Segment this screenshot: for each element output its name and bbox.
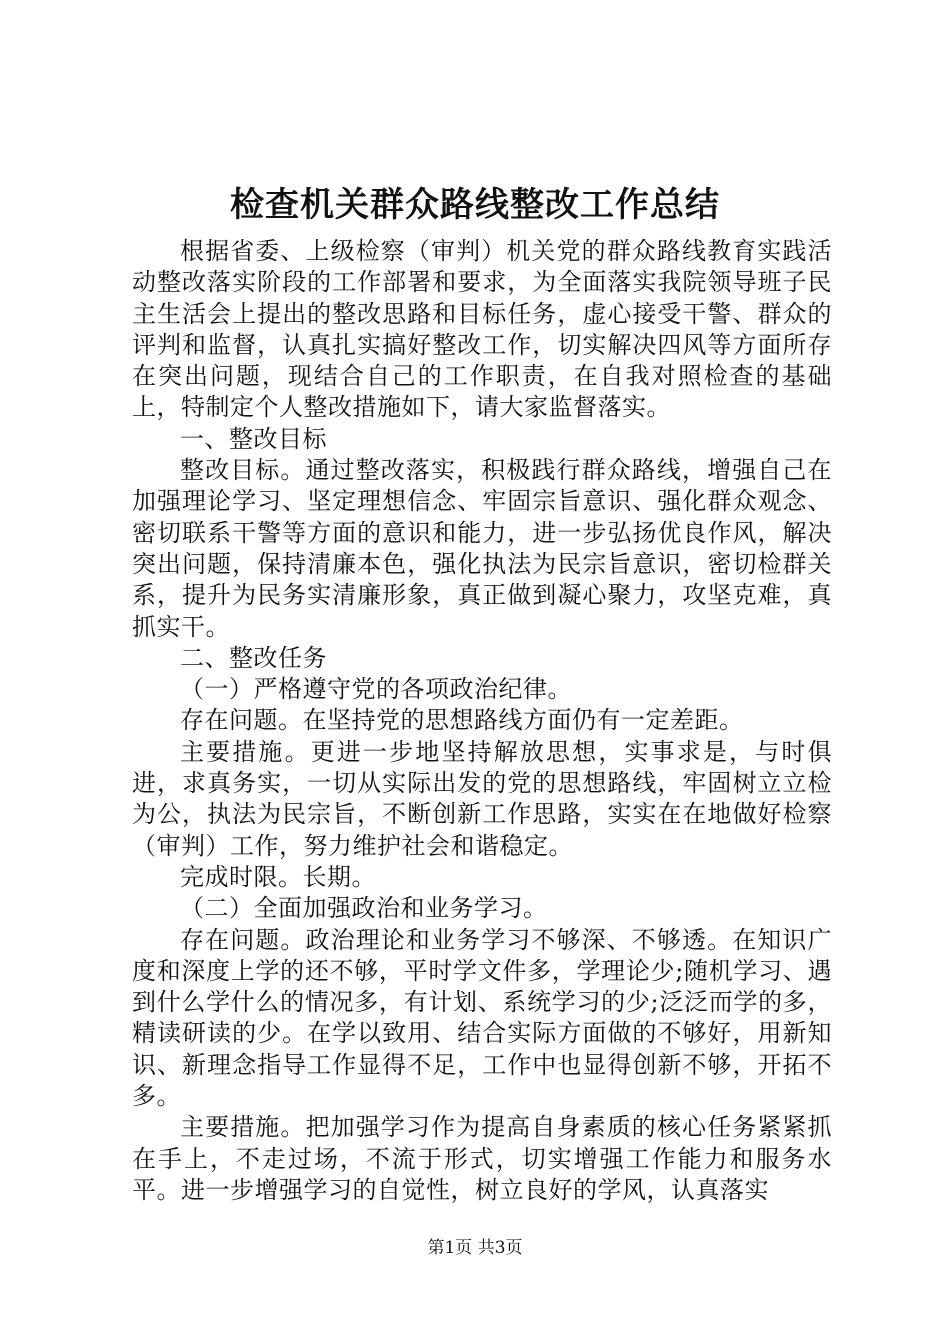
section-heading-tasks: 二、整改任务: [180, 643, 327, 672]
paragraph-deadline-1: 完成时限。长期。: [180, 862, 376, 891]
subsection-heading-study: （二）全面加强政治和业务学习。: [180, 894, 548, 923]
paragraph-measures-2: 主要措施。把加强学习作为提高自身素质的核心任务紧紧抓在手上，不走过场，不流于形式，切实增强工作能力和服务水平。进一步增强学习的自觉性，树立良好的学风，认真落实: [132, 1113, 832, 1204]
subsection-heading-discipline: （一）严格遵守党的各项政治纪律。: [180, 675, 572, 704]
paragraph-goals: 整改目标。通过整改落实，积极践行群众路线，增强自己在加强理论学习、坚定理想信念、牢固宗旨意识、强化群众观念、密切联系干警等方面的意识和能力，进一步弘扬优良作风，解决突出问题，保持清廉本色，强化执法为民宗旨意识，密切检群关系，提升为民务实清廉形象，真正做到凝心聚力，攻坚克难，真抓实干。: [132, 456, 832, 641]
page-footer: 第1页 共3页: [427, 1238, 523, 1258]
paragraph-problem-2: 存在问题。政治理论和业务学习不够深、不够透。在知识广度和深度上学的还不够，平时学文件多，学理论少;随机学习、遇到什么学什么的情况多，有计划、系统学习的少;泛泛而学的多，精读研读的少。在学以致用、结合实际方面做的不够好，用新知识、新理念指导工作显得不足，工作中也显得创新不够，开拓不多。: [132, 925, 832, 1111]
document-body: [132, 236, 832, 1206]
paragraph-intro: 根据省委、上级检察（审判）机关党的群众路线教育实践活动整改落实阶段的工作部署和要求，为全面落实我院领导班子民主生活会上提出的整改思路和目标任务，虚心接受干警、群众的评判和监督，认真扎实搞好整改工作，切实解决四风等方面所存在突出问题，现结合自己的工作职责，在自我对照检查的基础上，特制定个人整改措施如下，请大家监督落实。: [132, 237, 832, 422]
document-title: 检查机关群众路线整改工作总结: [230, 185, 720, 225]
paragraph-measures-1: 主要措施。更进一步地坚持解放思想，实事求是，与时俱进，求真务实，一切从实际出发的党的思想路线，牢固树立立检为公，执法为民宗旨，不断创新工作思路，实实在在地做好检察（审判）工作，努力维护社会和谐稳定。: [132, 737, 832, 860]
paragraph-problem-1: 存在问题。在坚持党的思想路线方面仍有一定差距。: [180, 706, 744, 735]
section-heading-goals: 一、整改目标: [180, 424, 327, 453]
